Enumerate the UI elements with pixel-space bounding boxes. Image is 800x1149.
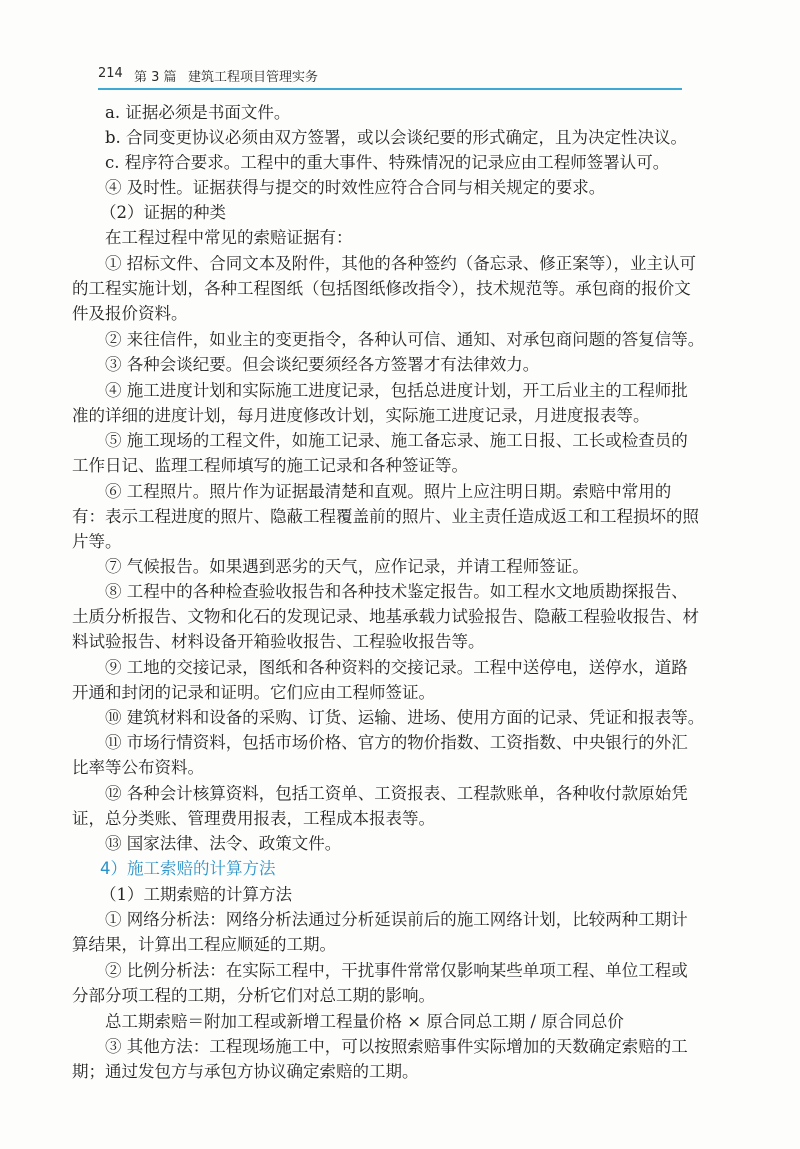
text-line: ⑨ 工地的交接记录，图纸和各种资料的交接记录。工程中送停电，送停水，道路 [105,658,688,677]
formula-line: 总工期索赔＝附加工程或新增工程量价格 × 原合同总工期 / 原合同总价 [105,1012,624,1031]
page-number: 214 [98,66,123,81]
text-line: ⑫ 各种会计核算资料，包括工资单、工资报表、工程款账单，各种收付款原始凭 [105,784,688,803]
chapter-label: 第 3 篇 [134,70,177,85]
header-rule [98,88,682,90]
section-subheading: （1）工期索赔的计算方法 [100,885,292,904]
text-line: ⑩ 建筑材料和设备的采购、订货、运输、进场、使用方面的记录、凭证和报表等。 [105,708,705,727]
text-line: 工作日记、监理工程师填写的施工记录和各种签证等。 [72,456,468,475]
page-header [98,66,710,86]
text-line: ⑪ 市场行情资料，包括市场价格、官方的物价指数、工资指数、中央银行的外汇 [105,733,688,752]
text-line: 土质分析报告、文物和化石的发现记录、地基承载力试验报告、隐蔽工程验收报告、材 [72,607,699,626]
text-line: 件及报价资料。 [72,304,188,323]
text-line: b. 合同变更协议必须由双方签署，或以会谈纪要的形式确定，且为决定性决议。 [105,128,688,147]
text-line: 的工程实施计划，各种工程图纸（包括图纸修改指令），技术规范等。承包商的报价文 [72,279,691,298]
text-line: ① 网络分析法：网络分析法通过分析延误前后的施工网络计划，比较两种工期计 [105,910,688,929]
text-line: 有：表示工程进度的照片、隐蔽工程覆盖前的照片、业主责任造成返工和工程损坏的照 [72,507,699,526]
text-line: 证，总分类账、管理费用报表，工程成本报表等。 [72,809,435,828]
text-line: ② 比例分析法：在实际工程中，干扰事件常常仅影响某些单项工程、单位工程或 [105,961,688,980]
text-line: ⑥ 工程照片。照片作为证据最清楚和直观。照片上应注明日期。索赔中常用的 [105,482,672,501]
text-line: 料试验报告、材料设备开箱验收报告、工程验收报告等。 [72,632,485,651]
text-line: 在工程过程中常见的索赔证据有： [105,228,353,247]
text-line: ④ 及时性。证据获得与提交的时效性应符合合同与相关规定的要求。 [105,178,606,197]
text-line: ② 来往信件，如业主的变更指令，各种认可信、通知、对承包商问题的答复信等。 [105,330,705,349]
text-line: ③ 各种会谈纪要。但会谈纪要须经各方签署才有法律效力。 [105,355,540,374]
text-line: 期；通过发包方与承包方协议确定索赔的工期。 [72,1062,419,1081]
text-line: 开通和封闭的记录和证明。它们应由工程师签证。 [72,683,435,702]
text-line: c. 程序符合要求。工程中的重大事件、特殊情况的记录应由工程师签署认可。 [105,153,670,172]
text-line: ④ 施工进度计划和实际施工进度记录，包括总进度计划，开工后业主的工程师批 [105,381,688,400]
chapter-title: 建筑工程项目管理实务 [188,70,319,85]
text-line: ⑦ 气候报告。如果遇到恶劣的天气，应作记录，并请工程师签证。 [105,557,589,576]
text-line: ① 招标文件、合同文本及附件，其他的各种签约（备忘录、修正案等），业主认可 [105,254,696,273]
text-line: ⑬ 国家法律、法令、政策文件。 [105,834,342,853]
text-line: 准的详细的进度计划，每月进度修改计划，实际施工进度记录，月进度报表等。 [72,406,650,425]
text-line: 片等。 [72,532,122,551]
section-heading: 4）施工索赔的计算方法 [100,859,276,878]
text-line: ⑤ 施工现场的工程文件，如施工记录、施工备忘录、施工日报、工长或检查员的 [105,431,688,450]
text-line: a. 证据必须是书面文件。 [105,103,291,122]
text-line: 比率等公布资料。 [72,758,204,777]
text-line: 算结果，计算出工程应顺延的工期。 [72,935,336,954]
text-line: 分部分项工程的工期，分析它们对总工期的影响。 [72,986,435,1005]
section-subheading: （2）证据的种类 [100,203,226,222]
text-line: ③ 其他方法：工程现场施工中，可以按照索赔事件实际增加的天数确定索赔的工 [105,1037,688,1056]
text-line: ⑧ 工程中的各种检查验收报告和各种技术鉴定报告。如工程水文地质勘探报告、 [105,582,688,601]
